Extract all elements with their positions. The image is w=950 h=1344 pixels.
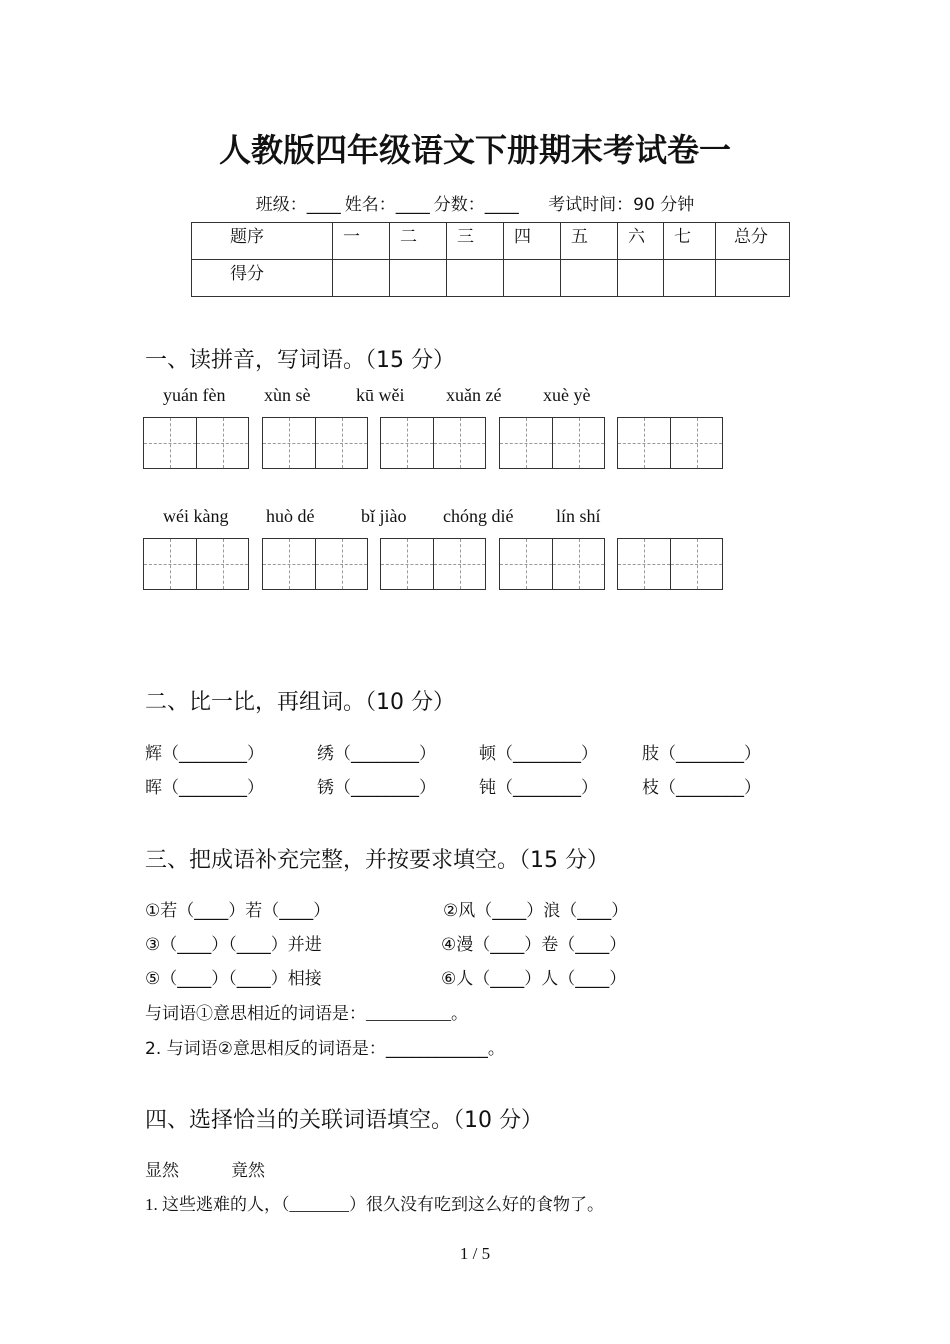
- compare-word-item[interactable]: 锈（________）: [317, 778, 436, 798]
- idiom-item[interactable]: ①若（____）若（____）: [145, 901, 331, 921]
- compare-word-item[interactable]: 辉（________）: [145, 744, 264, 764]
- pinyin-label: huò dé: [266, 506, 315, 526]
- writing-grid[interactable]: [143, 417, 249, 469]
- score-table-score-row: [192, 260, 790, 297]
- page-title: 人教版四年级语文下册期末考试卷一: [218, 131, 731, 169]
- section2-heading: 二、比一比，再组词。（10 分）: [145, 690, 455, 715]
- score-input-cell[interactable]: [447, 260, 504, 297]
- score-input-cell[interactable]: [333, 260, 390, 297]
- score-table: [191, 222, 790, 297]
- pinyin-label: kū wěi: [356, 385, 405, 405]
- pinyin-label: xùn sè: [264, 385, 311, 405]
- word-option: 竟然: [231, 1161, 265, 1181]
- score-header-cell: 四: [504, 223, 561, 260]
- compare-word-item[interactable]: 枝（________）: [642, 778, 761, 798]
- score-table-header-row: [192, 223, 790, 260]
- idiom-item[interactable]: ⑤（____）（____）相接: [145, 969, 322, 989]
- writing-grid[interactable]: [617, 538, 723, 590]
- pinyin-label: chóng dié: [443, 506, 514, 526]
- score-header-cell: 三: [447, 223, 504, 260]
- word-option: 显然: [145, 1161, 179, 1181]
- page-number: 1 / 5: [459, 1244, 491, 1263]
- score-field[interactable]: 分数：____: [433, 195, 519, 215]
- section3-heading: 三、把成语补充完整，并按要求填空。（15 分）: [145, 848, 609, 873]
- writing-grid[interactable]: [380, 538, 486, 590]
- score-header-cell: 六: [618, 223, 664, 260]
- score-input-cell[interactable]: [664, 260, 716, 297]
- writing-grid[interactable]: [380, 417, 486, 469]
- pinyin-label: xuǎn zé: [446, 385, 502, 405]
- pinyin-label: lín shí: [556, 506, 601, 526]
- score-header-cell: 题序: [192, 223, 333, 260]
- writing-grid[interactable]: [143, 538, 249, 590]
- score-header-cell: 总分: [716, 223, 790, 260]
- score-input-cell[interactable]: [618, 260, 664, 297]
- score-input-cell[interactable]: [561, 260, 618, 297]
- compare-word-item[interactable]: 绣（________）: [317, 744, 436, 764]
- compare-word-item[interactable]: 钝（________）: [479, 778, 598, 798]
- writing-grid[interactable]: [499, 417, 605, 469]
- score-input-cell[interactable]: [390, 260, 447, 297]
- fill-question-1[interactable]: 1. 这些逃难的人，（_______）很久没有吃到这么好的食物了。: [145, 1195, 604, 1214]
- name-field[interactable]: 姓名：____: [344, 195, 430, 215]
- score-row-label: 得分: [192, 260, 333, 297]
- section1-heading: 一、读拼音，写词语。（15 分）: [145, 348, 455, 373]
- section4-heading: 四、选择恰当的关联词语填空。（10 分）: [145, 1108, 543, 1133]
- score-input-cell[interactable]: [504, 260, 561, 297]
- idiom-item[interactable]: ⑥人（____）人（____）: [441, 969, 627, 989]
- writing-grid[interactable]: [617, 417, 723, 469]
- pinyin-label: bǐ jiào: [361, 506, 407, 526]
- writing-grid[interactable]: [499, 538, 605, 590]
- compare-word-item[interactable]: 肢（________）: [642, 744, 761, 764]
- score-header-cell: 五: [561, 223, 618, 260]
- score-header-cell: 二: [390, 223, 447, 260]
- class-field[interactable]: 班级：____: [255, 195, 341, 215]
- pinyin-label: xuè yè: [543, 385, 591, 405]
- compare-word-item[interactable]: 晖（________）: [145, 778, 264, 798]
- exam-time: 考试时间：90 分钟: [548, 195, 695, 215]
- score-input-cell[interactable]: [716, 260, 790, 297]
- idiom-item[interactable]: ②风（____）浪（____）: [443, 901, 629, 921]
- pinyin-label: wéi kàng: [163, 506, 229, 526]
- writing-grid[interactable]: [262, 538, 368, 590]
- idiom-question-2[interactable]: 2. 与词语②意思相反的词语是：____________。: [145, 1039, 505, 1059]
- exam-info: [0, 190, 950, 215]
- score-header-cell: 一: [333, 223, 390, 260]
- idiom-item[interactable]: ④漫（____）卷（____）: [441, 935, 627, 955]
- score-header-cell: 七: [664, 223, 716, 260]
- idiom-question-1[interactable]: 与词语①意思相近的词语是：__________。: [145, 1004, 468, 1023]
- pinyin-label: yuán fèn: [163, 385, 226, 405]
- idiom-item[interactable]: ③（____）（____）并进: [145, 935, 322, 955]
- compare-word-item[interactable]: 顿（________）: [479, 744, 598, 764]
- writing-grid[interactable]: [262, 417, 368, 469]
